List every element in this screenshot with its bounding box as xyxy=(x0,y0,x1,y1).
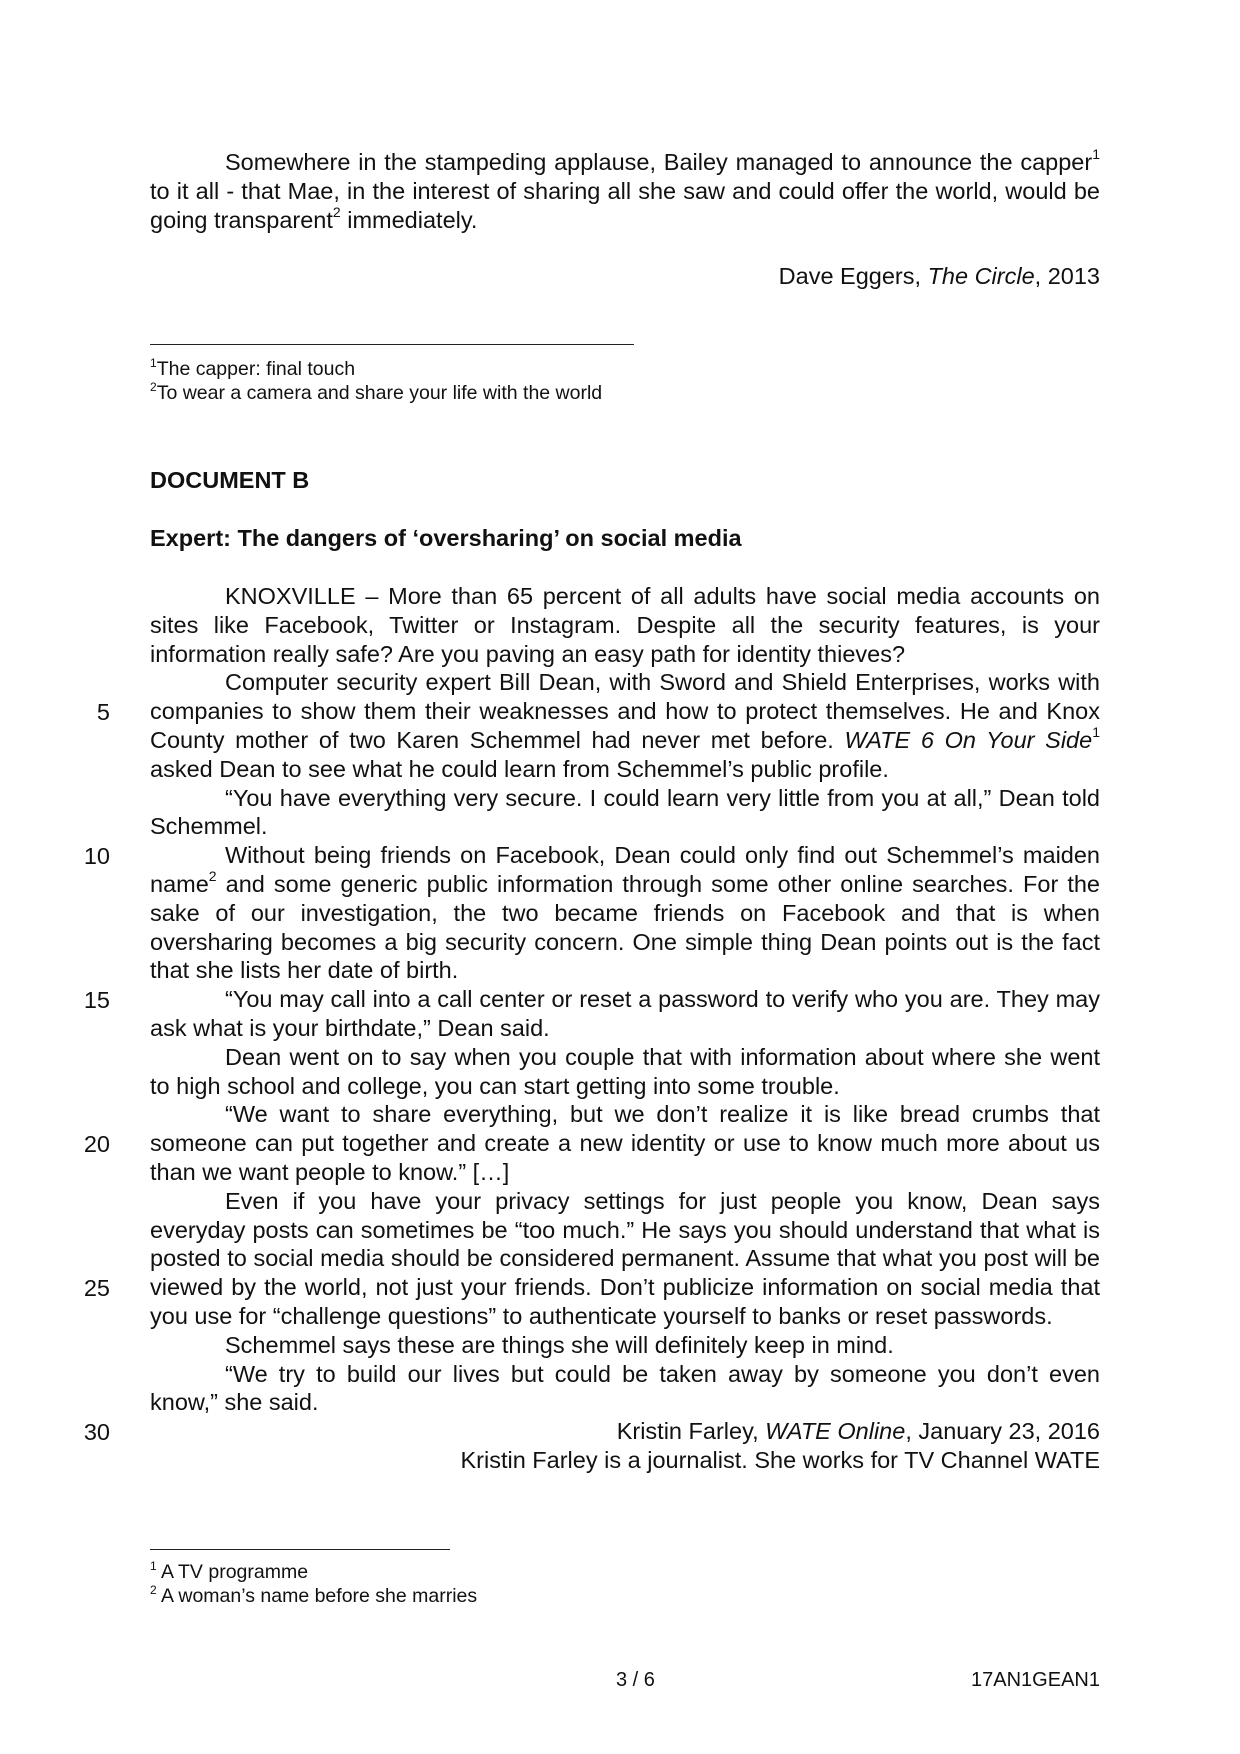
doc-a-footnote-1-text: The capper: final touch xyxy=(156,358,356,380)
article-paragraph-4-text-a: Without being friends on Facebook, Dean could only find out Schemmel’s maiden name xyxy=(150,842,1100,897)
article-source-publication: WATE Online xyxy=(765,1418,906,1445)
doc-a-paragraph xyxy=(150,148,1100,234)
footnote-ref-2: 2 xyxy=(332,203,341,220)
doc-a-source xyxy=(150,262,1100,291)
doc-b-footnote-2-mark: 2 xyxy=(150,1582,157,1597)
doc-a-text-3: immediately. xyxy=(340,206,478,233)
article-source-note: Kristin Farley is a journalist. She works for TV Channel WATE xyxy=(460,1446,1100,1473)
article-paragraph-3: “You have everything very secure. I could learn very little from you at all,” Dean told Schemmel. xyxy=(150,784,1100,840)
footnote-ref-b2: 2 xyxy=(208,868,217,885)
line-number-5: 5 xyxy=(96,699,110,725)
article-source-date: , January 23, 2016 xyxy=(905,1418,1100,1445)
doc-b-footnote-1-text: A TV programme xyxy=(156,1561,309,1583)
doc-a-source-author: Dave Eggers, xyxy=(778,263,928,289)
doc-a-text-1: Somewhere in the stampeding applause, Bailey managed to announce the capper xyxy=(225,149,1093,175)
article-source-author: Kristin Farley, xyxy=(616,1418,766,1445)
tv-programme-name: WATE 6 On Your Side xyxy=(844,726,1093,753)
article-source xyxy=(150,1417,1100,1446)
doc-b-footnote-1-mark: 1 xyxy=(150,1558,157,1573)
footnote-ref-b1: 1 xyxy=(1092,724,1100,741)
footnote-divider-b xyxy=(150,1549,450,1550)
doc-b-footnote-2 xyxy=(150,1584,477,1608)
line-number-20: 20 xyxy=(83,1131,110,1157)
doc-a-text-2: to it all - that Mae, in the interest of sharing all she saw and could offer the world, would be going transparent xyxy=(150,177,1100,233)
doc-a-footnote-2 xyxy=(150,381,602,405)
article-paragraph-1: KNOXVILLE – More than 65 percent of all adults have social media accounts on sites like Facebook, Twitter or Instagram. Despite all the security features, is your information really safe? Are you paving an easy path for identity thieves? xyxy=(150,583,1100,667)
line-number-25: 25 xyxy=(83,1275,110,1301)
footnote-divider-a xyxy=(150,344,634,345)
article-paragraph-2-text-a: Computer security expert Bill Dean, with Sword and Shield Enterprises, works with companies to show them their weaknesses and how to protect themselves. He and Knox County mother of two Karen Schemmel had never met before. xyxy=(150,669,1100,753)
document-b-article xyxy=(150,582,1100,1475)
document-b-title: Expert: The dangers of ‘oversharing’ on social media xyxy=(150,525,742,551)
article-paragraph-8: Even if you have your privacy settings for just people you know, Dean says everyday posts can sometimes be “too much.” He says you should understand that what is posted to social media should be considered permanent. Assume that what you post will be viewed by the world, not just your friends. Don’t publicize information on social media that you use for “challenge questions” to authenticate yourself to banks or reset passwords. xyxy=(150,1187,1100,1329)
doc-a-footnote-2-text: To wear a camera and share your life with the world xyxy=(156,382,603,404)
line-number-30: 30 xyxy=(83,1419,110,1445)
doc-a-source-title: The Circle xyxy=(927,263,1035,289)
page-number: 3 / 6 xyxy=(616,1669,655,1691)
line-number-10: 10 xyxy=(83,843,110,869)
article-paragraph-2-text-b: asked Dean to see what he could learn from Schemmel’s public profile. xyxy=(150,755,889,782)
line-number-15: 15 xyxy=(83,987,110,1013)
doc-a-source-year: , 2013 xyxy=(1034,263,1100,289)
footnote-ref-1: 1 xyxy=(1092,146,1100,163)
article-paragraph-4 xyxy=(150,841,1100,985)
article-paragraph-7: “We want to share everything, but we don’t realize it is like bread crumbs that someone can put together and create a new identity or use to know much more about us than we want people to know.” […] xyxy=(150,1101,1100,1185)
document-b-label: DOCUMENT B xyxy=(150,467,310,493)
article-paragraph-9: Schemmel says these are things she will definitely keep in mind. xyxy=(225,1331,894,1358)
doc-a-footnote-1-mark: 1 xyxy=(150,355,157,370)
article-paragraph-6: Dean went on to say when you couple that with information about where she went to high school and college, you can start getting into some trouble. xyxy=(150,1043,1100,1099)
article-paragraph-2 xyxy=(150,668,1100,783)
doc-b-footnote-1 xyxy=(150,1560,308,1584)
doc-a-footnote-1 xyxy=(150,357,355,381)
doc-a-footnote-2-mark: 2 xyxy=(150,379,157,394)
exam-code: 17AN1GEAN1 xyxy=(971,1669,1100,1691)
article-paragraph-4-text-b: and some generic public information through some other online searches. For the sake of our investigation, the two became friends on Facebook and that is when oversharing becomes a big security concern. One simple thing Dean points out is the fact that she lists her date of birth. xyxy=(150,870,1100,984)
article-paragraph-5: “You may call into a call center or reset a password to verify who you are. They may ask what is your birthdate,” Dean said. xyxy=(150,986,1100,1041)
article-paragraph-10: “We try to build our lives but could be taken away by someone you don’t even know,” she said. xyxy=(150,1360,1100,1416)
doc-b-footnote-2-text: A woman’s name before she marries xyxy=(156,1585,478,1607)
